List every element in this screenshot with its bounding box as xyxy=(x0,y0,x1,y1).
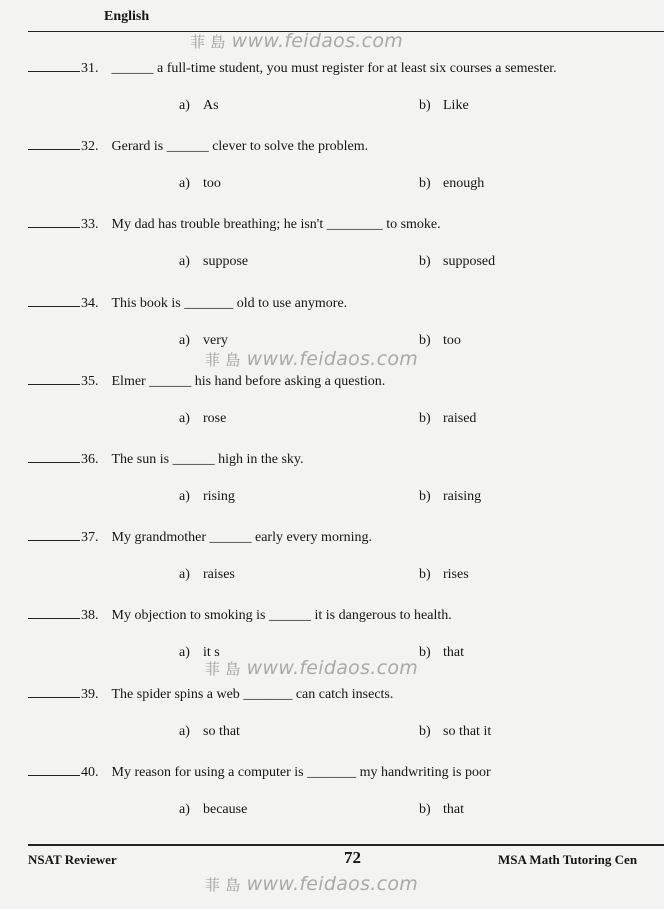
answer-option-b[interactable] xyxy=(419,802,464,818)
option-letter: a) xyxy=(179,411,190,426)
option-letter: a) xyxy=(179,333,190,348)
option-text: very xyxy=(203,333,228,348)
answer-blank[interactable] xyxy=(28,763,80,776)
answer-option-b[interactable] xyxy=(419,489,481,505)
option-text: raised xyxy=(443,411,477,426)
stem-before-blank: My objection to smoking is xyxy=(111,608,269,623)
fill-in-blank: ______ xyxy=(111,61,154,76)
watermark-text: www.feidaos.com xyxy=(246,348,419,370)
watermark-text: www.feidaos.com xyxy=(246,657,419,679)
question-33 xyxy=(28,215,441,233)
fill-in-blank: ______ xyxy=(166,139,209,154)
option-text: because xyxy=(203,802,248,817)
option-letter: b) xyxy=(419,802,431,817)
watermark-logo: 菲 島 xyxy=(205,351,241,369)
answer-option-a[interactable] xyxy=(179,333,228,349)
option-text: so that xyxy=(203,724,240,739)
question-38 xyxy=(28,606,452,624)
stem-after-blank: to smoke. xyxy=(382,217,441,232)
option-text: too xyxy=(203,176,221,191)
page-subject-header: English xyxy=(104,9,150,24)
page-number: 72 xyxy=(344,848,361,867)
question-stem xyxy=(112,139,369,154)
fill-in-blank: ______ xyxy=(209,530,252,545)
fill-in-blank: _______ xyxy=(184,296,234,311)
fill-in-blank: _______ xyxy=(243,687,293,702)
option-text: raising xyxy=(443,489,482,504)
question-number: 40. xyxy=(81,765,99,780)
answer-option-a[interactable] xyxy=(179,645,220,661)
answer-blank[interactable] xyxy=(28,59,80,72)
option-letter: a) xyxy=(179,724,190,739)
stem-before-blank: Elmer xyxy=(111,374,150,389)
watermark xyxy=(205,657,418,679)
watermark-text: www.feidaos.com xyxy=(231,30,404,52)
stem-after-blank: high in the sky. xyxy=(214,452,304,467)
question-stem xyxy=(112,765,491,780)
fill-in-blank: _______ xyxy=(307,765,357,780)
option-text: that xyxy=(443,802,464,817)
option-letter: b) xyxy=(419,411,431,426)
question-number: 31. xyxy=(81,61,99,76)
stem-after-blank: early every morning. xyxy=(251,530,372,545)
question-number: 39. xyxy=(81,687,99,702)
option-text: too xyxy=(443,333,461,348)
option-text: suppose xyxy=(203,254,249,269)
question-31 xyxy=(28,59,557,77)
answer-blank[interactable] xyxy=(28,606,80,619)
question-39 xyxy=(28,685,393,703)
option-text: rising xyxy=(203,489,235,504)
option-letter: b) xyxy=(419,176,431,191)
option-letter: b) xyxy=(419,98,431,113)
question-number: 38. xyxy=(81,608,99,623)
question-34 xyxy=(28,294,347,312)
footer-rule xyxy=(28,844,664,846)
answer-option-a[interactable] xyxy=(179,98,219,114)
question-number: 36. xyxy=(81,452,99,467)
option-text: that xyxy=(443,645,464,660)
question-36 xyxy=(28,450,303,468)
option-letter: b) xyxy=(419,567,431,582)
fill-in-blank: ______ xyxy=(149,374,192,389)
answer-blank[interactable] xyxy=(28,528,80,541)
answer-blank[interactable] xyxy=(28,294,80,307)
answer-option-a[interactable] xyxy=(179,489,235,505)
stem-before-blank: My reason for using a computer is xyxy=(111,765,308,780)
footer-book-title: NSAT Reviewer xyxy=(28,852,117,867)
option-letter: a) xyxy=(179,645,190,660)
option-text: enough xyxy=(443,176,485,191)
watermark-logo: 菲 島 xyxy=(190,33,226,51)
answer-option-b[interactable] xyxy=(419,724,491,740)
stem-before-blank: Gerard is xyxy=(111,139,167,154)
stem-after-blank: my handwriting is poor xyxy=(356,765,491,780)
option-letter: a) xyxy=(179,567,190,582)
question-number: 33. xyxy=(81,217,99,232)
option-letter: b) xyxy=(419,254,431,269)
stem-before-blank: My grandmother xyxy=(111,530,210,545)
question-35 xyxy=(28,372,385,390)
answer-option-b[interactable] xyxy=(419,567,469,583)
question-stem xyxy=(112,217,441,232)
question-stem xyxy=(112,374,386,389)
option-text: rises xyxy=(443,567,469,582)
option-letter: a) xyxy=(179,489,190,504)
stem-after-blank: old to use anymore. xyxy=(233,296,348,311)
question-stem xyxy=(112,608,452,623)
stem-before-blank: The sun is xyxy=(111,452,173,467)
answer-option-b[interactable] xyxy=(419,333,461,349)
option-letter: a) xyxy=(179,254,190,269)
answer-option-b[interactable] xyxy=(419,254,495,270)
question-number: 32. xyxy=(81,139,99,154)
answer-option-b[interactable] xyxy=(419,98,469,114)
option-text: Like xyxy=(443,98,469,113)
answer-option-a[interactable] xyxy=(179,411,226,427)
stem-before-blank: This book is xyxy=(111,296,185,311)
watermark xyxy=(205,873,418,895)
answer-option-a[interactable] xyxy=(179,567,235,583)
option-letter: a) xyxy=(179,98,190,113)
watermark-logo: 菲 島 xyxy=(205,660,241,678)
answer-blank[interactable] xyxy=(28,450,80,463)
question-stem xyxy=(112,452,304,467)
option-text: supposed xyxy=(443,254,496,269)
question-stem xyxy=(112,61,557,76)
answer-blank[interactable] xyxy=(28,685,80,698)
question-number: 37. xyxy=(81,530,99,545)
option-letter: b) xyxy=(419,333,431,348)
question-40 xyxy=(28,763,491,781)
question-number: 35. xyxy=(81,374,99,389)
fill-in-blank: ______ xyxy=(172,452,215,467)
watermark xyxy=(205,348,418,370)
question-37 xyxy=(28,528,372,546)
stem-after-blank: his hand before asking a question. xyxy=(191,374,386,389)
stem-after-blank: a full-time student, you must register for at least six courses a semester. xyxy=(153,61,557,76)
footer-publisher: MSA Math Tutoring Cen xyxy=(498,852,638,867)
question-stem xyxy=(112,530,373,545)
watermark-text: www.feidaos.com xyxy=(246,873,419,895)
fill-in-blank: ________ xyxy=(326,217,383,232)
option-letter: a) xyxy=(179,176,190,191)
option-text: it s xyxy=(203,645,220,660)
option-letter: a) xyxy=(179,802,190,817)
option-text: so that it xyxy=(443,724,492,739)
question-stem xyxy=(112,296,348,311)
fill-in-blank: ______ xyxy=(269,608,311,623)
question-32 xyxy=(28,137,368,155)
answer-option-b[interactable] xyxy=(419,411,476,427)
watermark xyxy=(190,30,403,52)
stem-after-blank: can catch insects. xyxy=(292,687,394,702)
answer-blank[interactable] xyxy=(28,215,80,228)
stem-after-blank: it is dangerous to health. xyxy=(311,608,452,623)
stem-before-blank: My dad has trouble breathing; he isn't xyxy=(111,217,327,232)
option-text: raises xyxy=(203,567,235,582)
watermark-logo: 菲 島 xyxy=(205,876,241,894)
answer-option-b[interactable] xyxy=(419,176,484,192)
option-text: rose xyxy=(203,411,227,426)
stem-after-blank: clever to solve the problem. xyxy=(208,139,369,154)
answer-option-a[interactable] xyxy=(179,176,221,192)
answer-option-a[interactable] xyxy=(179,724,240,740)
answer-option-a[interactable] xyxy=(179,254,248,270)
stem-before-blank: The spider spins a web xyxy=(111,687,244,702)
answer-option-a[interactable] xyxy=(179,802,247,818)
answer-blank[interactable] xyxy=(28,137,80,150)
option-letter: b) xyxy=(419,645,431,660)
answer-option-b[interactable] xyxy=(419,645,464,661)
option-letter: b) xyxy=(419,489,431,504)
answer-blank[interactable] xyxy=(28,372,80,385)
option-letter: b) xyxy=(419,724,431,739)
question-number: 34. xyxy=(81,296,99,311)
question-stem xyxy=(112,687,394,702)
option-text: As xyxy=(203,98,219,113)
